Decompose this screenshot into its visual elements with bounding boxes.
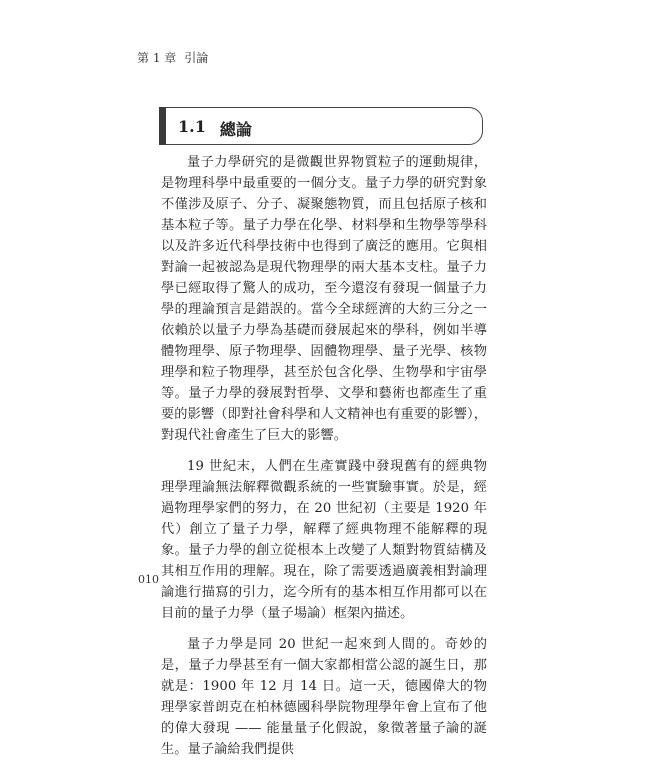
body-text [161,152,487,770]
paragraph: 量子力學研究的是微觀世界物質粒子的運動規律，是物理科學中最重要的一個分支。量子力學的研究對象不僅涉及原子、分子、凝聚態物質，而且包括原子核和基本粒子等。量子力學在化學、材料學和生物學等學科以及許多近代科學技術中也得到了廣泛的應用。它與相對論一起被認為是現代物理學的兩大基本支柱。量子力學已經取得了驚人的成功，至今還沒有發現一個量子力學的理論預言是錯誤的。當今全球經濟的大約三分之一依賴於以量子力學為基礎而發展起來的學科，例如半導體物理學、原子物理學、固體物理學、量子光學、核物理學和粒子物理學，甚至於包含化學、生物學和宇宙學等。量子力學的發展對哲學、文學和藝術也都產生了重要的影響（即對社會科學和人文精神也有重要的影響），對現代社會產生了巨大的影響。 [161,155,487,443]
section-title [178,117,252,140]
chapter-label: 第 1 章 [137,51,177,65]
paragraph: 19 世紀末，人們在生產實踐中發現舊有的經典物理學理論無法解釋微觀系統的一些實驗事實。於是，經過物理學家們的努力，在 20 世紀初（主要是 1920 年代）創立了量子力學，解釋了經典物理不能解釋的現象。量子力學的創立從根本上改變了人類對物質結構及其相互作用的理解。現在，除了需要透過廣義相對論理論進行描寫的引力，迄今所有的基本相互作用都可以在目前的量子力學（量子場論）框架內描述。 [161,459,487,621]
section-name: 總論 [219,120,252,139]
chapter-title: 引論 [184,51,209,65]
paragraph: 量子力學是同 20 世紀一起來到人間的。奇妙的是，量子力學甚至有一個大家都相當公認的誕生日，那就是：1900 年 12 月 14 日。這一天，德國偉大的物理學家普朗克在柏林德國科學院物理學年會上宣布了他的偉大發現 —— 能量量子化假說，象徵著量子論的誕生。量子論給我們提供 [161,637,487,757]
section-heading-box [159,107,483,145]
section-number: 1.1 [178,117,206,136]
page-number: 010 [138,573,159,586]
section-heading-bar [159,107,166,145]
running-header [137,49,208,66]
